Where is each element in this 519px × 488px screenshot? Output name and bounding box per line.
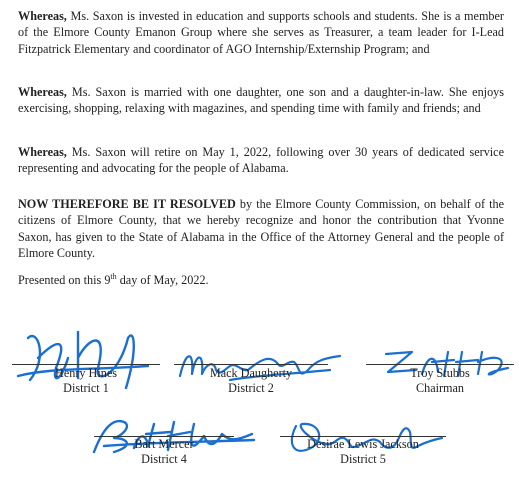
paragraph-text: Ms. Saxon is married with one daughter, one son and a daughter-in-law. She enjoys exercising, shopping, relaxing with magazines, and spending time with family and friends; and xyxy=(18,85,504,116)
signatory-desirae-lewis-jackson xyxy=(280,437,446,467)
presented-sup: th xyxy=(110,271,117,281)
signatory-bart-mercer xyxy=(94,437,234,467)
paragraph-text: Ms. Saxon is invested in education and supports schools and students. She is a member of the Elmore County Emanon Group where she serves as Treasurer, a team leader for I-Lead Fitzpatrick Elementary and coordinator of AGO Internship/Externship Program; and xyxy=(18,9,504,56)
paragraph-text: by the Elmore County Commission, on behalf of the citizens of Elmore County, that we hereby recognize and honor the contribution that Yvonne Saxon, has given to the State of Alabama in the Office of the Attorney General and the people of Elmore County. xyxy=(18,197,504,260)
signatory-name: Mack Daugherty xyxy=(209,366,293,380)
signatory-name: Troy Stubbs xyxy=(410,366,470,380)
paragraph-lead: Whereas, xyxy=(18,85,67,99)
paragraph-lead: NOW THEREFORE BE IT RESOLVED xyxy=(18,197,236,211)
signatory-mack-daugherty xyxy=(174,366,328,396)
presented-after: day of May, 2022. xyxy=(116,273,209,287)
signatory-name: Desirae Lewis Jackson xyxy=(307,437,419,451)
whereas-paragraph-2 xyxy=(18,84,504,117)
signature-line xyxy=(12,364,160,365)
signatory-title: District 2 xyxy=(228,381,274,395)
paragraph-lead: Whereas, xyxy=(18,145,67,159)
signatory-title: District 1 xyxy=(63,381,109,395)
signatory-title: District 4 xyxy=(141,452,187,466)
signatory-title: Chairman xyxy=(415,381,465,395)
resolution-paragraph xyxy=(18,196,504,261)
signatory-troy-stubbs xyxy=(366,366,514,396)
whereas-paragraph-3 xyxy=(18,144,504,177)
whereas-paragraph-1 xyxy=(18,8,504,57)
signature-line xyxy=(174,364,328,365)
signatory-henry-hines xyxy=(12,366,160,396)
paragraph-text: Ms. Saxon will retire on May 1, 2022, following over 30 years of dedicated service representing and advocating for the people of Alabama. xyxy=(18,145,504,176)
signatory-title: District 5 xyxy=(340,452,386,466)
presented-line xyxy=(18,272,504,288)
signature-line xyxy=(366,364,514,365)
presented-before: Presented on this 9 xyxy=(18,273,111,287)
paragraph-lead: Whereas, xyxy=(18,9,67,23)
signatory-name: Henry Hines xyxy=(55,366,117,380)
signatory-name: Bart Mercer xyxy=(134,437,194,451)
